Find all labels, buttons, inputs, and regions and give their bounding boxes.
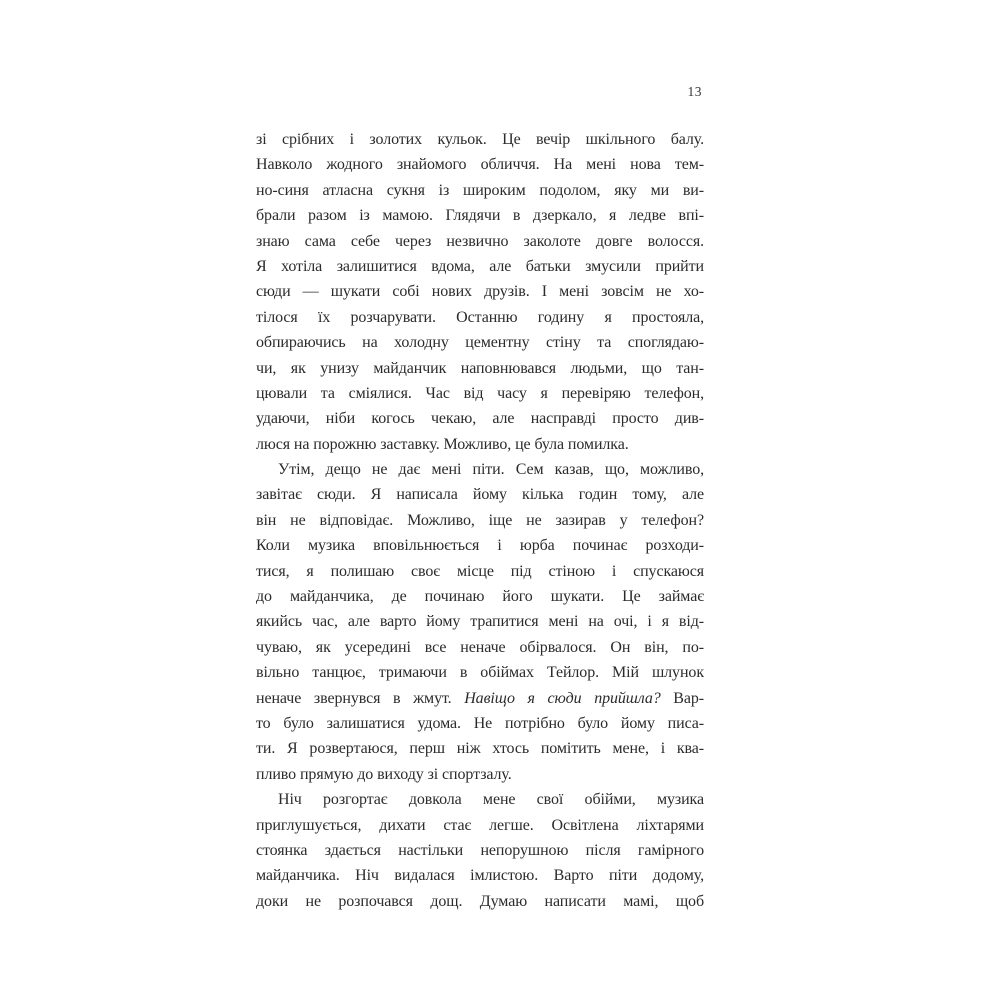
text-line xyxy=(256,736,704,761)
text-segment: брали разом із мамою. Глядячи в дзеркало, я ледве впі- xyxy=(256,207,704,225)
text-segment: то було залишатися удома. Не потрібно було йому писа- xyxy=(256,714,704,732)
text-line xyxy=(256,508,704,533)
paragraph xyxy=(256,127,704,457)
text-segment: завітає сюди. Я написала йому кілька годин тому, але xyxy=(256,486,704,504)
text-line xyxy=(256,838,704,863)
text-block xyxy=(256,127,704,914)
text-line xyxy=(256,381,704,406)
text-line xyxy=(256,305,704,330)
text-line xyxy=(256,152,704,177)
text-line xyxy=(256,229,704,254)
text-segment: стоянка здається настільки непорушною після гамірного xyxy=(256,841,704,859)
text-segment: Я хотіла залишитися вдома, але батьки змусили прийти xyxy=(256,257,704,275)
text-line xyxy=(256,660,704,685)
text-segment: люся на порожню заставку. Можливо, це була помилка. xyxy=(256,435,629,453)
text-segment: обпираючись на холодну цементну стіну та споглядаю- xyxy=(256,334,704,352)
paragraph xyxy=(256,787,704,914)
text-segment: Ніч розгортає довкола мене свої обійми, музика xyxy=(278,791,704,809)
text-line xyxy=(256,279,704,304)
text-line xyxy=(256,863,704,888)
text-segment: зі срібних і золотих кульок. Це вечір шкільного балу. xyxy=(256,131,704,148)
text-segment: якийсь час, але варто йому трапитися мені на очі, і я від- xyxy=(256,613,704,631)
text-line xyxy=(256,178,704,203)
paragraph xyxy=(256,457,704,787)
text-line xyxy=(256,762,704,787)
text-line xyxy=(256,203,704,228)
text-segment: тися, я полишаю своє місце під стіною і спускаюся xyxy=(256,562,704,580)
text-segment: Утім, дещо не дає мені піти. Сем казав, що, можливо, xyxy=(278,461,704,479)
text-line xyxy=(256,584,704,609)
text-segment: до майданчика, де починаю його шукати. Це займає xyxy=(256,588,704,606)
text-segment: неначе звернувся в жмут. xyxy=(256,689,465,707)
text-line xyxy=(256,254,704,279)
text-line xyxy=(256,330,704,355)
text-line xyxy=(256,559,704,584)
text-segment: тілося їх розчарувати. Останню годину я простояла, xyxy=(256,308,704,326)
text-segment: вільно танцює, тримаючи в обіймах Тейлор. Мій шлунок xyxy=(256,664,704,682)
text-line xyxy=(256,609,704,634)
text-segment: цювали та сміялися. Час від часу я перевіряю телефон, xyxy=(256,384,704,402)
text-line xyxy=(256,635,704,660)
text-line xyxy=(256,787,704,812)
text-line xyxy=(256,457,704,482)
text-segment: удаючи, ніби когось чекаю, але насправді просто див- xyxy=(256,410,704,428)
text-line xyxy=(256,482,704,507)
text-line xyxy=(256,889,704,914)
text-line xyxy=(256,127,704,152)
text-segment: Вар- xyxy=(660,689,704,707)
text-segment: Коли музика вповільнюється і юрба починає розходи- xyxy=(256,537,704,555)
text-line xyxy=(256,533,704,558)
text-segment: доки не розпочався дощ. Думаю написати мамі, щоб xyxy=(256,892,704,910)
text-segment: пливо прямую до виходу зі спортзалу. xyxy=(256,765,512,783)
text-segment: ти. Я розвертаюся, перш ніж хтось помітить мене, і ква- xyxy=(256,740,704,758)
text-segment: но-синя атласна сукня із широким подолом, яку ми ви- xyxy=(256,181,704,199)
text-segment: чуваю, як усередині все неначе обірвалося. Он він, по- xyxy=(256,638,704,656)
text-segment: сюди — шукати собі нових друзів. І мені зовсім не хо- xyxy=(256,283,704,301)
text-line xyxy=(256,406,704,431)
text-line xyxy=(256,686,704,711)
text-segment: Навколо жодного знайомого обличчя. На мені нова тем- xyxy=(256,156,704,174)
text-line xyxy=(256,356,704,381)
text-line xyxy=(256,711,704,736)
text-segment: знаю сама себе через незвично заколоте довге волосся. xyxy=(256,232,704,250)
text-line xyxy=(256,813,704,838)
text-segment: він не відповідає. Можливо, іще не зазирав у телефон? xyxy=(256,511,704,529)
text-segment: майданчика. Ніч видалася імлистою. Варто піти додому, xyxy=(256,867,704,885)
text-segment: чи, як унизу майданчик наповнювався людьми, що тан- xyxy=(256,359,704,377)
text-segment: приглушується, дихати стає легше. Освітлена ліхтарями xyxy=(256,816,704,834)
italic-text-segment: Навіщо я сюди прийшла? xyxy=(464,689,661,707)
text-line xyxy=(256,432,704,457)
page-number: 13 xyxy=(687,84,702,99)
